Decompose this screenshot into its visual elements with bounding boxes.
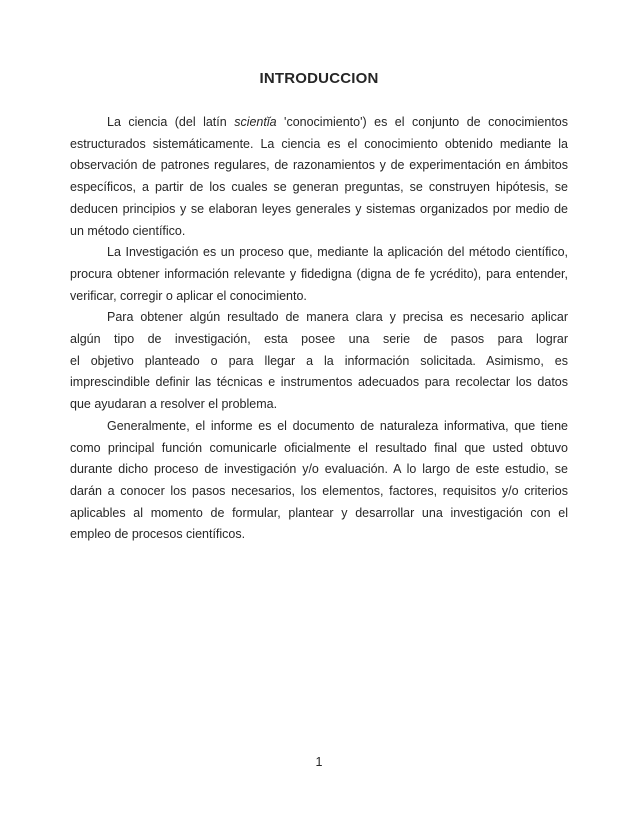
text-line: darán a conocer los pasos necesarios, los elementos, factores, requisitos y/o criterios — [70, 483, 568, 498]
document-content — [70, 68, 568, 546]
text-line: que ayudaran a resolver el problema. — [70, 397, 278, 412]
text-line: como principal función comunicarle oficialmente el resultado final que usted obtuvo — [70, 440, 568, 455]
text-line: observación de patrones regulares, de razonamientos y de experimentación en ámbitos — [70, 158, 568, 173]
text-line: Para obtener algún resultado de manera clara y precisa es necesario aplicar — [107, 310, 568, 325]
document-body — [70, 112, 568, 546]
text-line: aplicables al momento de formular, plantear y desarrollar una investigación con el — [70, 505, 568, 520]
text-line: Generalmente, el informe es el documento de naturaleza informativa, que tiene — [107, 418, 568, 433]
paragraph — [70, 112, 568, 242]
text-line: estructurados sistemáticamente. La ciencia es el conocimiento obtenido mediante la — [70, 136, 568, 151]
text-line: empleo de procesos científicos. — [70, 527, 246, 542]
text-line: procura obtener información relevante y fidedigna (digna de fe ycrédito), para entender, — [70, 266, 568, 281]
text-line: durante dicho proceso de investigación y/o evaluación. A lo largo de este estudio, se — [70, 462, 568, 477]
text-line: algún tipo de investigación, esta posee una serie de pasos para lograr — [70, 332, 568, 347]
text-line: verificar, corregir o aplicar el conocimiento. — [70, 288, 307, 303]
text-line: un método científico. — [70, 223, 186, 238]
paragraph — [70, 416, 568, 546]
text-line: imprescindible definir las técnicas e instrumentos adecuados para recolectar los datos — [70, 375, 568, 390]
text-line: específicos, a partir de los cuales se generan preguntas, se construyen hipótesis, se — [70, 180, 568, 195]
paragraph — [70, 242, 568, 307]
text-line: deducen principios y se elaboran leyes generales y sistemas organizados por medio de — [70, 201, 568, 216]
text-line: La Investigación es un proceso que, mediante la aplicación del método científico, — [107, 245, 568, 260]
page-number: 1 — [315, 755, 323, 769]
paragraph — [70, 307, 568, 416]
text-line: La ciencia (del latín scientĭa 'conocimiento') es el conjunto de conocimientos — [107, 115, 568, 129]
text-line: el objetivo planteado o para llegar a la información solicitada. Asimismo, es — [70, 353, 568, 368]
page-title: INTRODUCCION — [259, 70, 379, 87]
